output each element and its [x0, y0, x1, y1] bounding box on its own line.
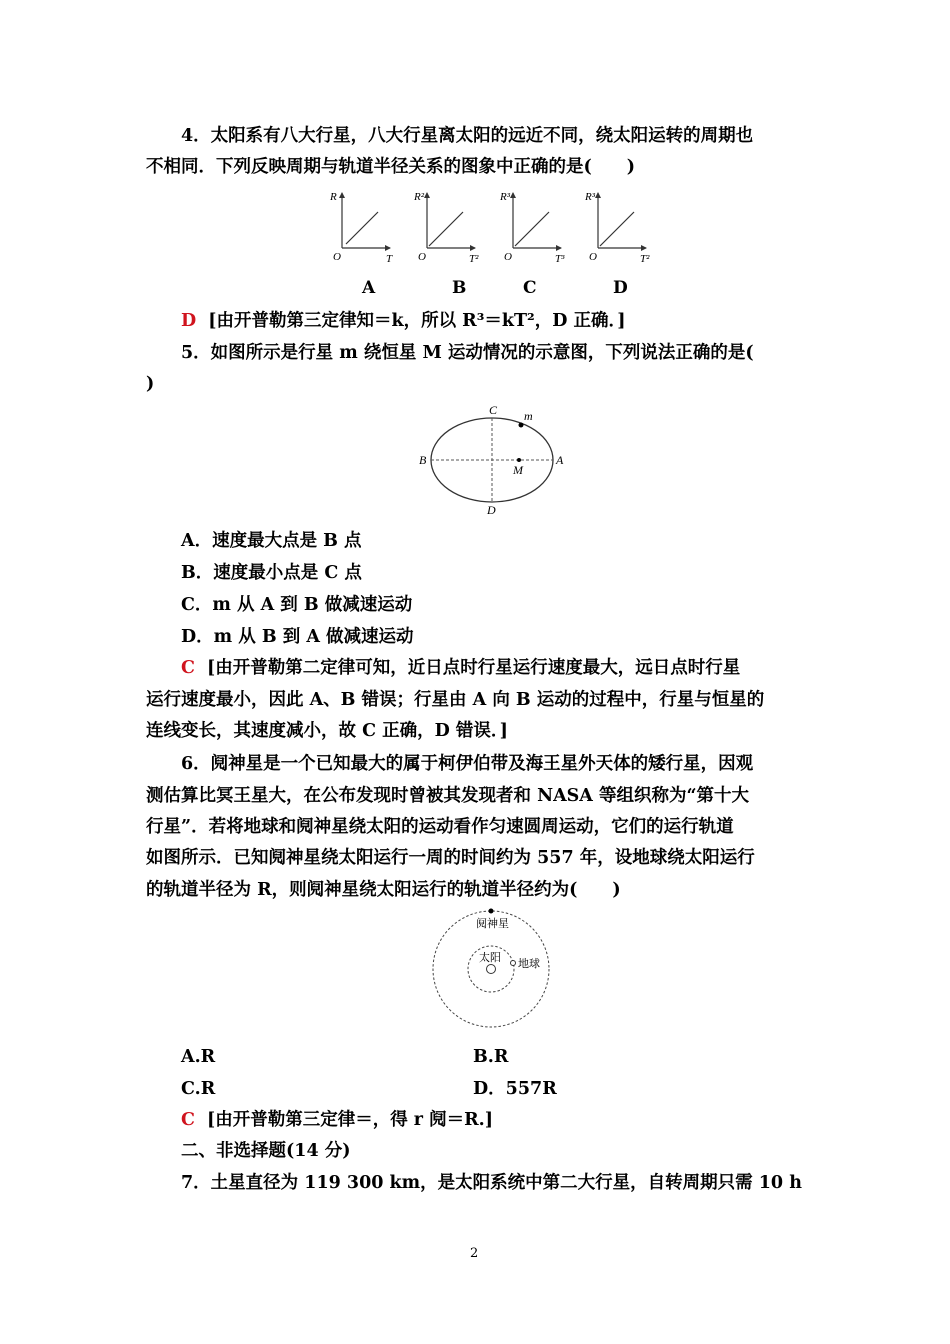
- label-earth: 地球: [518, 958, 540, 970]
- label-m: m: [524, 409, 533, 423]
- graph-label-d: D: [613, 278, 628, 298]
- q6-answer: [181, 1108, 493, 1132]
- q7-line1: 7．土星直径为 119 300 km，是太阳系统中第二大行星，自转周期只需 10 h: [181, 1173, 802, 1193]
- graph-b: [413, 191, 479, 265]
- graph-b-o: O: [418, 251, 426, 263]
- q6-line3: 行星”．若将地球和阋神星绕太阳的运动看作匀速圆周运动，它们的运行轨道: [146, 817, 734, 837]
- label-b: B: [419, 453, 427, 467]
- graph-a-x: T: [386, 253, 393, 265]
- q6-option-d: D．557R: [473, 1079, 557, 1099]
- q5-answer-line1: [由开普勒第二定律可知，近日点时行星运行速度最大，远日点时行星: [206, 658, 741, 678]
- graph-c: [499, 191, 565, 265]
- q6-line4: 如图所示．已知阋神星绕太阳运行一周的时间约为 557 年，设地球绕太阳运行: [146, 848, 755, 868]
- page-number: 2: [470, 1246, 479, 1261]
- q5-answer-line2: 运行速度最小，因此 A、B 错误；行星由 A 向 B 运动的过程中，行星与恒星的: [146, 690, 765, 710]
- graph-d: [584, 191, 650, 265]
- q5-answer-letter: C: [181, 658, 195, 678]
- label-c: C: [489, 403, 498, 417]
- graph-a-o: O: [333, 251, 341, 263]
- q4-graphs: [320, 188, 660, 273]
- label-eris: 阋神星: [476, 918, 509, 930]
- q4-line1: 4．太阳系有八大行星，八大行星离太阳的远近不同，绕太阳运转的周期也: [181, 126, 754, 146]
- graph-label-c: C: [523, 278, 537, 298]
- q5-answer: [181, 656, 740, 680]
- graph-c-x: T³: [555, 253, 565, 265]
- label-d: D: [487, 503, 496, 517]
- q6-line2: 测估算比冥王星大，在公布发现时曾被其发现者和 NASA 等组织称为“第十大: [146, 786, 750, 806]
- q5-option-b: B．速度最小点是 C 点: [181, 563, 362, 583]
- label-sun: 太阳: [479, 952, 501, 964]
- q4-line2: 不相同．下列反映周期与轨道半径关系的图象中正确的是( ): [146, 157, 636, 177]
- q6-option-a: A.R: [181, 1047, 216, 1067]
- q5-line1: 5．如图所示是行星 m 绕恒星 M 运动情况的示意图，下列说法正确的是(: [181, 343, 754, 363]
- graph-label-b: B: [452, 278, 467, 298]
- q6-line5: 的轨道半径为 R，则阋神星绕太阳运行的轨道半径约为( ): [146, 880, 621, 900]
- graph-c-y: R³: [500, 191, 511, 203]
- q4-answer-letter: D: [181, 311, 197, 331]
- graph-d-x: T²: [640, 253, 650, 265]
- q6-option-b: B.R: [473, 1047, 509, 1067]
- label-star: M: [513, 463, 523, 477]
- q5-line2: ): [146, 374, 155, 394]
- q5-answer-line3: 连线变长，其速度减小，故 C 正确，D 错误．]: [146, 721, 508, 741]
- graph-a: [329, 191, 393, 265]
- q4-answer: [181, 309, 626, 333]
- q5-option-d: D．m 从 B 到 A 做减速运动: [181, 627, 414, 647]
- q6-answer-letter: C: [181, 1110, 195, 1130]
- section-heading: 二、非选择题(14 分): [181, 1141, 351, 1161]
- q6-answer-text: [由开普勒第三定律＝，得 r 阋＝R.]: [206, 1110, 494, 1130]
- graph-d-o: O: [589, 251, 597, 263]
- graph-d-y: R³: [585, 191, 596, 203]
- q5-option-a: A．速度最大点是 B 点: [181, 531, 362, 551]
- q6-line1: 6．阋神星是一个已知最大的属于柯伊伯带及海王星外天体的矮行星，因观: [181, 754, 754, 774]
- q4-answer-text: [由开普勒第三定律知＝k，所以 R³＝kT²，D 正确．]: [208, 311, 626, 331]
- label-a: A: [556, 453, 564, 467]
- q5-option-c: C．m 从 A 到 B 做减速运动: [181, 595, 413, 615]
- q6-option-c: C.R: [181, 1079, 216, 1099]
- q6-orbit-diagram: [425, 903, 560, 1033]
- graph-label-a: A: [362, 278, 376, 298]
- graph-b-y: R²: [414, 191, 425, 203]
- graph-a-y: R: [330, 191, 337, 203]
- graph-c-o: O: [504, 251, 512, 263]
- graph-b-x: T²: [469, 253, 479, 265]
- q5-orbit-diagram: [410, 400, 580, 518]
